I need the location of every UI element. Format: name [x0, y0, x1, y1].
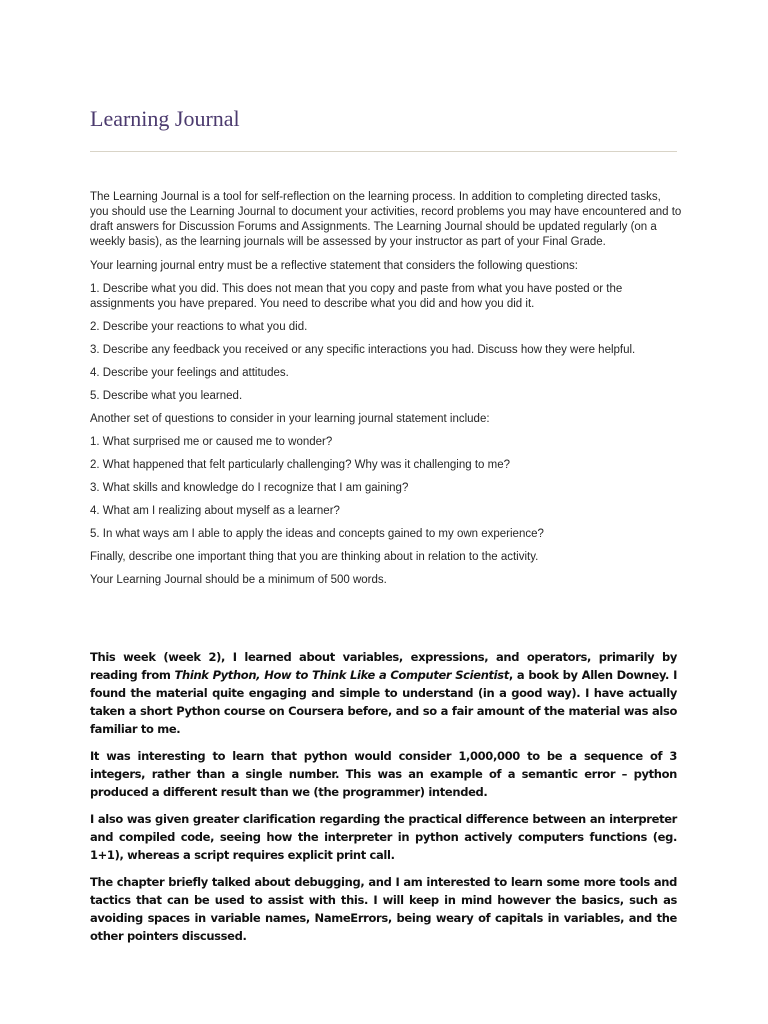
- question-item: 2. What happened that felt particularly challenging? Why was it challenging to me?: [90, 459, 510, 471]
- page-title: Learning Journal: [90, 106, 240, 131]
- instructions-closing: Finally, describe one important thing that you are thinking about in relation to the activity.: [90, 551, 539, 563]
- entry-paragraph: I also was given greater clarification regarding the practical difference between an interpreter and compiled code, seeing how the interpreter in python actively computers functions (eg. 1+1), whereas a script requires explicit print call.: [90, 812, 677, 862]
- question-item: 4. What am I realizing about myself as a learner?: [90, 505, 340, 517]
- entry-paragraph: The chapter briefly talked about debugging, and I am interested to learn some more tools and tactics that can be used to assist with this. I will keep in mind however the basics, such as avoiding spaces in variable names, NameErrors, being weary of capitals in variables, and the other pointers discussed.: [90, 875, 677, 943]
- instructions-lead: Your learning journal entry must be a reflective statement that considers the following questions:: [90, 260, 578, 272]
- entry-paragraph: It was interesting to learn that python would consider 1,000,000 to be a sequence of 3 integers, rather than a single number. This was an example of a semantic error – python produced a different result than we (the programmer) intended.: [90, 749, 677, 799]
- question-item: 5. Describe what you learned.: [90, 390, 243, 402]
- book-title: Think Python, How to Think Like a Computer Scientist: [174, 668, 509, 682]
- word-count-requirement: Your Learning Journal should be a minimum of 500 words.: [90, 574, 387, 586]
- instructions-lead: Another set of questions to consider in your learning journal statement include:: [90, 413, 490, 425]
- question-item: 2. Describe your reactions to what you did.: [90, 321, 308, 333]
- instructions-intro: The Learning Journal is a tool for self-reflection on the learning process. In addition to completing directed tasks, you should use the Learning Journal to document your activities, record problems you may have encountered and to draft answers for Discussion Forums and Assignments. The Learning Journal should be updated regularly (on a weekly basis), as the learning journals will be assessed by your instructor as part of your Final Grade.: [90, 191, 682, 248]
- question-item: 3. Describe any feedback you received or any specific interactions you had. Discuss how they were helpful.: [90, 344, 636, 356]
- journal-entry: [90, 648, 677, 954]
- question-item: 4. Describe your feelings and attitudes.: [90, 367, 289, 379]
- entry-paragraph: [90, 648, 677, 738]
- entry-text: This week (week 2), I learned about variables, expressions, and operators, primarily by reading from: [90, 650, 677, 682]
- question-item: 5. In what ways am I able to apply the ideas and concepts gained to my own experience?: [90, 528, 544, 540]
- question-item: 1. What surprised me or caused me to wonder?: [90, 436, 333, 448]
- title-divider: [90, 151, 677, 152]
- question-item: 3. What skills and knowledge do I recognize that I am gaining?: [90, 482, 409, 494]
- entry-text: , a book by Allen Downey. I found the material quite engaging and simple to understand (in a good way). I have actually taken a short Python course on Coursera before, and so a fair amount of the material was also familiar to me.: [90, 668, 677, 736]
- question-item: 1. Describe what you did. This does not mean that you copy and paste from what you have posted or the assignments you have prepared. You need to describe what you did and how you did it.: [90, 283, 623, 310]
- instructions-section: [90, 190, 682, 596]
